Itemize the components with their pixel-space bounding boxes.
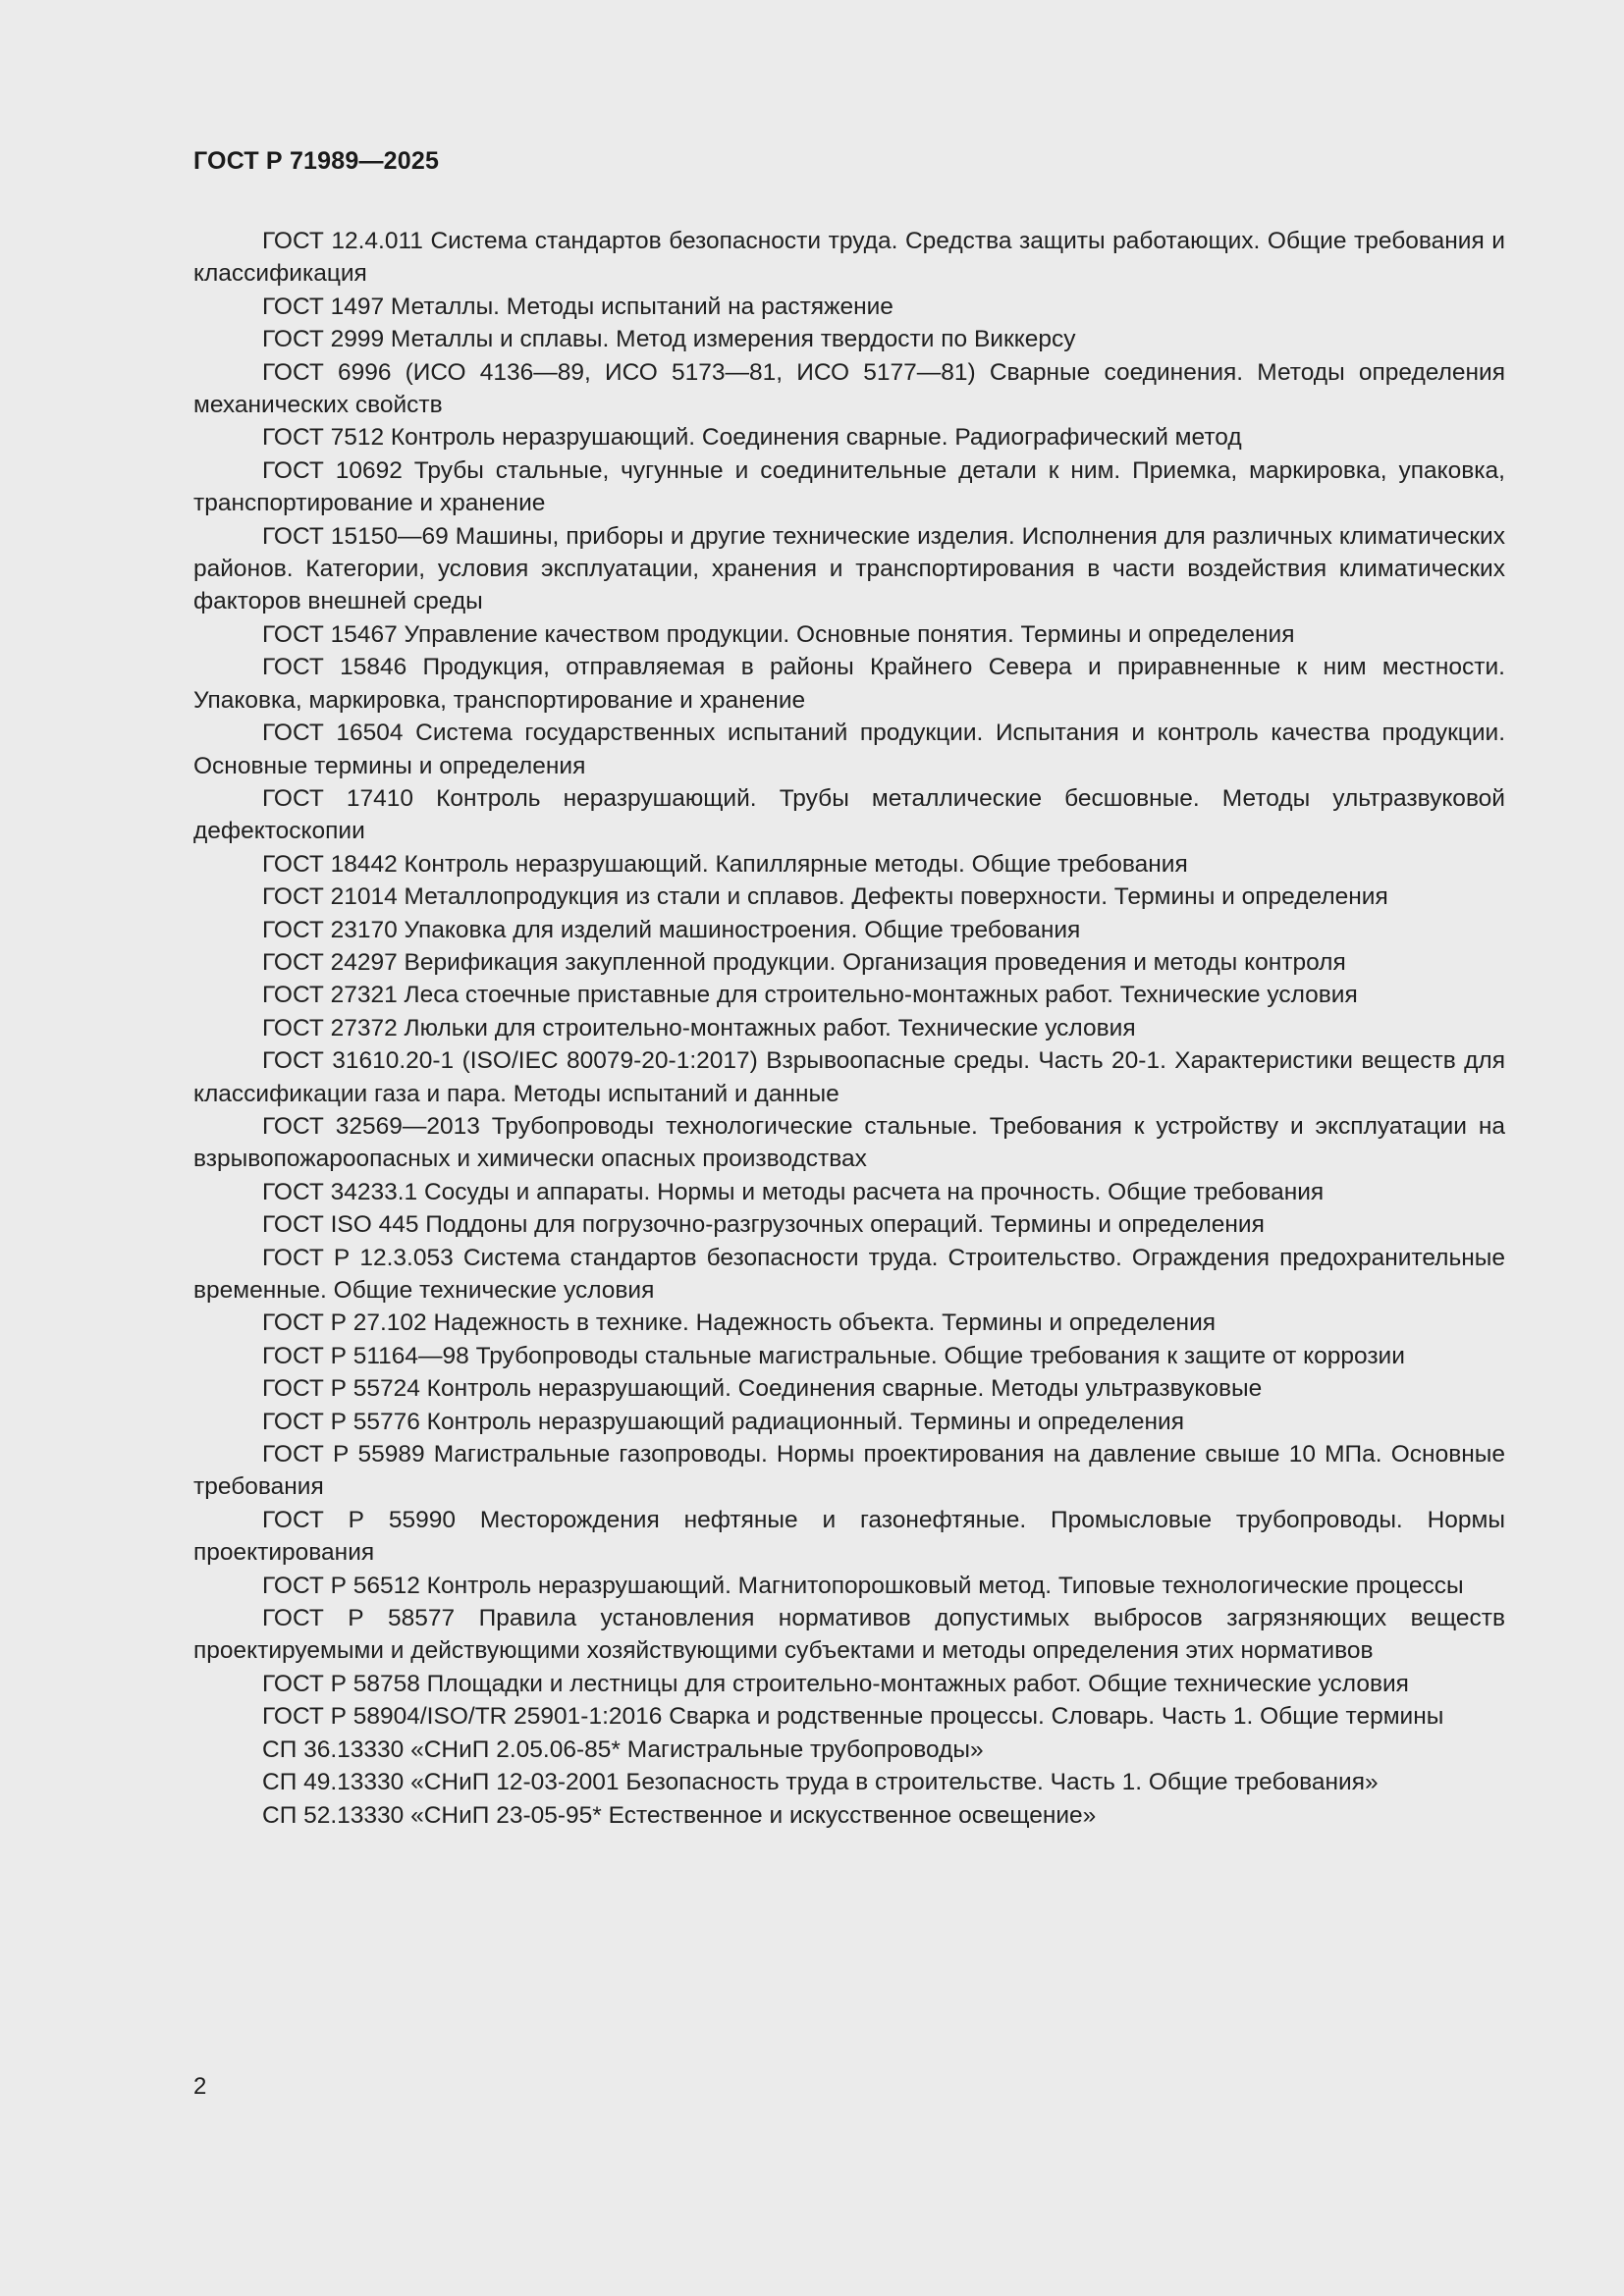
- document-header: ГОСТ Р 71989—2025: [193, 147, 440, 175]
- page-number: 2: [193, 2073, 207, 2100]
- reference-item: ГОСТ 16504 Система государственных испытаний продукции. Испытания и контроль качества продукции. Основные термины и определения: [193, 720, 1505, 779]
- reference-item: СП 52.13330 «СНиП 23-05-95* Естественное и искусственное освещение»: [262, 1801, 1097, 1829]
- reference-item: ГОСТ Р 55990 Месторождения нефтяные и газонефтяные. Промысловые трубопроводы. Нормы проектирования: [193, 1506, 1505, 1567]
- reference-item: СП 36.13330 «СНиП 2.05.06-85* Магистральные трубопроводы»: [262, 1735, 984, 1763]
- reference-item: ГОСТ Р 55776 Контроль неразрушающий радиационный. Термины и определения: [262, 1408, 1184, 1435]
- reference-item: СП 49.13330 «СНиП 12-03-2001 Безопасность труда в строительстве. Часть 1. Общие требования»: [262, 1769, 1379, 1796]
- reference-item: ГОСТ Р 27.102 Надежность в технике. Надежность объекта. Термины и определения: [262, 1309, 1217, 1337]
- reference-item: ГОСТ 6996 (ИСО 4136—89, ИСО 5173—81, ИСО 5177—81) Сварные соединения. Методы определения механических свойств: [193, 358, 1505, 419]
- reference-item: ГОСТ Р 55989 Магистральные газопроводы. Нормы проектирования на давление свыше 10 МПа. Основные требования: [193, 1441, 1505, 1501]
- reference-item: ГОСТ 21014 Металлопродукция из стали и сплавов. Дефекты поверхности. Термины и определения: [262, 883, 1388, 911]
- reference-item: ГОСТ 18442 Контроль неразрушающий. Капиллярные методы. Общие требования: [262, 850, 1188, 878]
- reference-item: ГОСТ Р 51164—98 Трубопроводы стальные магистральные. Общие требования к защите от коррозии: [262, 1342, 1405, 1369]
- reference-item: ГОСТ 27372 Люльки для строительно-монтажных работ. Технические условия: [262, 1014, 1136, 1041]
- reference-item: ГОСТ Р 55724 Контроль неразрушающий. Соединения сварные. Методы ультразвуковые: [262, 1375, 1263, 1403]
- reference-item: ГОСТ Р 58577 Правила установления нормативов допустимых выбросов загрязняющих веществ проектируемыми и действующими хозяйствующими субъектами и методы определения этих нормативов: [193, 1605, 1505, 1665]
- reference-item: ГОСТ 12.4.011 Система стандартов безопасности труда. Средства защиты работающих. Общие требования и классификация: [193, 228, 1505, 288]
- reference-item: ГОСТ 1497 Металлы. Методы испытаний на растяжение: [262, 293, 893, 320]
- reference-item: ГОСТ 27321 Леса стоечные приставные для строительно-монтажных работ. Технические условия: [262, 982, 1358, 1009]
- reference-item: ГОСТ 10692 Трубы стальные, чугунные и соединительные детали к ним. Приемка, маркировка, упаковка, транспортирование и хранение: [193, 456, 1505, 517]
- reference-item: ГОСТ 31610.20-1 (ISO/IEC 80079-20-1:2017) Взрывоопасные среды. Часть 20-1. Характеристики веществ для классификации газа и пара. Методы испытаний и данные: [193, 1047, 1505, 1107]
- reference-item: ГОСТ 15467 Управление качеством продукции. Основные понятия. Термины и определения: [262, 620, 1295, 648]
- reference-item: ГОСТ 34233.1 Сосуды и аппараты. Нормы и методы расчета на прочность. Общие требования: [262, 1178, 1325, 1205]
- reference-item: ГОСТ 15150—69 Машины, приборы и другие технические изделия. Исполнения для различных климатических районов. Категории, условия эксплуатации, хранения и транспортирования в части воздействия климатических факторов внешней среды: [193, 522, 1505, 615]
- reference-item: ГОСТ Р 58758 Площадки и лестницы для строительно-монтажных работ. Общие технические условия: [262, 1670, 1409, 1697]
- reference-item: ГОСТ 2999 Металлы и сплавы. Метод измерения твердости по Виккерсу: [262, 326, 1076, 353]
- reference-item: ГОСТ ISO 445 Поддоны для погрузочно-разгрузочных операций. Термины и определения: [262, 1211, 1265, 1239]
- reference-item: ГОСТ 24297 Верификация закупленной продукции. Организация проведения и методы контроля: [262, 948, 1346, 976]
- reference-item: ГОСТ Р 12.3.053 Система стандартов безопасности труда. Строительство. Ограждения предохранительные временные. Общие технические условия: [193, 1244, 1505, 1304]
- reference-item: ГОСТ 17410 Контроль неразрушающий. Трубы металлические бесшовные. Методы ультразвуковой дефектоскопии: [193, 784, 1505, 845]
- reference-item: ГОСТ 7512 Контроль неразрушающий. Соединения сварные. Радиографический метод: [262, 424, 1242, 452]
- reference-item: ГОСТ Р 58904/ISO/TR 25901-1:2016 Сварка и родственные процессы. Словарь. Часть 1. Общие термины: [262, 1703, 1444, 1731]
- reference-item: ГОСТ 15846 Продукция, отправляемая в районы Крайнего Севера и приравненные к ним местности. Упаковка, маркировка, транспортирование и хранение: [193, 654, 1505, 714]
- reference-item: ГОСТ Р 56512 Контроль неразрушающий. Магнитопорошковый метод. Типовые технологические процессы: [262, 1572, 1464, 1599]
- reference-item: ГОСТ 23170 Упаковка для изделий машиностроения. Общие требования: [262, 916, 1081, 943]
- normative-references-list: [193, 225, 1505, 1832]
- reference-item: ГОСТ 32569—2013 Трубопроводы технологические стальные. Требования к устройству и эксплуатации на взрывопожароопасных и химически опасных производствах: [193, 1112, 1505, 1173]
